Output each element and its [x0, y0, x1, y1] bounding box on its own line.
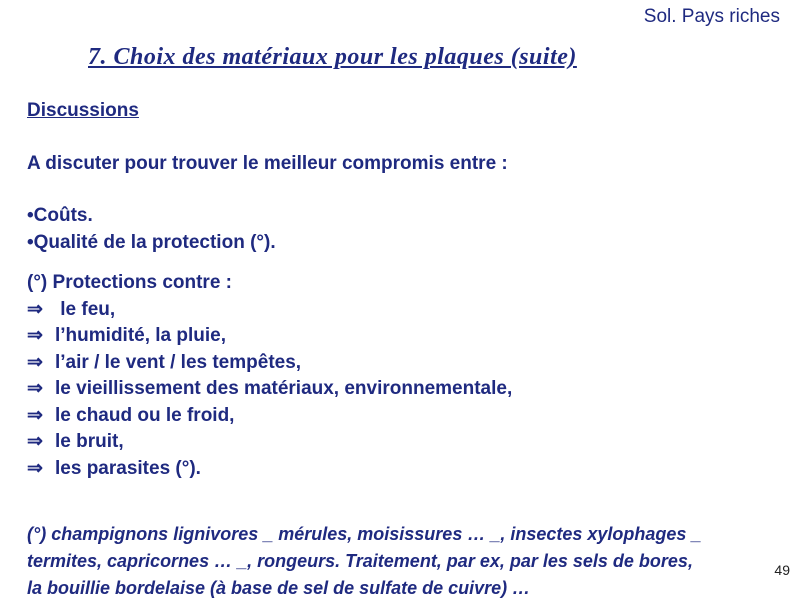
footnote-line: termites, capricornes … _, rongeurs. Traitement, par ex, par les sels de bores, [27, 551, 693, 571]
protection-item [27, 297, 787, 324]
implies-arrow-icon: ⇒ [27, 431, 43, 452]
implies-arrow-icon: ⇒ [27, 457, 43, 479]
implies-arrow-icon: ⇒ [27, 378, 43, 399]
protection-text: le feu, [55, 298, 116, 320]
slide-body [27, 98, 787, 482]
protection-item [27, 429, 787, 456]
footnote-line: la bouillie bordelaise (à base de sel de sulfate de cuivre) … [27, 578, 531, 598]
protection-text: les parasites (°). [55, 457, 201, 479]
slide-title: 7. Choix des matériaux pour les plaques (suite) [88, 44, 577, 70]
section-label: Sol. Pays riches [643, 6, 780, 27]
intro-text: A discuter pour trouver le meilleur compromis entre : [27, 152, 508, 174]
footnote-line: (°) champignons lignivores _ mérules, moisissures … _, insectes xylophages _ [27, 524, 702, 544]
discussions-heading: Discussions [27, 100, 139, 121]
protection-text: l’air / le vent / les tempêtes, [55, 351, 302, 373]
implies-arrow-icon: ⇒ [27, 351, 43, 373]
implies-arrow-icon: ⇒ [27, 404, 43, 426]
protection-item [27, 323, 787, 350]
protection-text: le bruit, [55, 431, 124, 452]
protections-label: (°) Protections contre : [27, 272, 233, 293]
protection-text: le vieillissement des matériaux, environnementale, [55, 378, 513, 399]
bullet-quality: •Qualité de la protection (°). [27, 231, 276, 253]
protection-item [27, 456, 787, 483]
implies-arrow-icon: ⇒ [27, 298, 43, 320]
implies-arrow-icon: ⇒ [27, 325, 43, 346]
protection-item [27, 350, 787, 377]
protection-text: le chaud ou le froid, [55, 404, 235, 426]
protection-text: l’humidité, la pluie, [55, 325, 227, 346]
bullet-costs: •Coûts. [27, 205, 93, 226]
protection-item [27, 376, 787, 403]
protection-item [27, 403, 787, 430]
page-number: 49 [774, 562, 790, 578]
footnote [27, 521, 777, 602]
